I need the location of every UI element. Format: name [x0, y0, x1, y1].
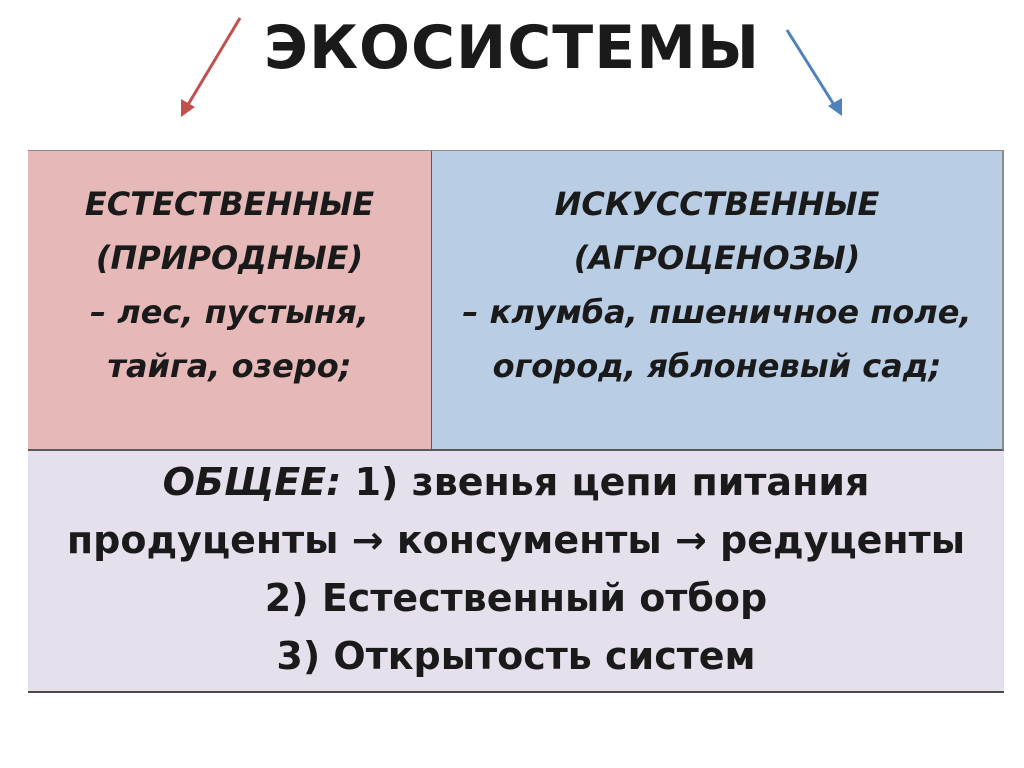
- artificial-subtitle: (АГРОЦЕНОЗЫ): [573, 239, 861, 277]
- left-arrow-icon: [181, 18, 240, 117]
- natural-ecosystems-cell: [28, 151, 432, 451]
- common-line4: 3) Открытость систем: [276, 634, 756, 678]
- natural-subtitle: (ПРИРОДНЫЕ): [95, 239, 364, 277]
- arrows: [0, 0, 1024, 140]
- natural-examples-line1: – лес, пустыня,: [90, 293, 369, 331]
- natural-examples-line2: тайга, озеро;: [107, 347, 352, 385]
- artificial-title: ИСКУССТВЕННЫЕ: [554, 185, 880, 223]
- natural-title: ЕСТЕСТВЕННЫЕ: [84, 185, 375, 223]
- artificial-examples-line1: – клумба, пшеничное поле,: [462, 293, 972, 331]
- common-line1-text: 1) звенья цепи питания: [341, 460, 870, 504]
- common-label: ОБЩЕЕ:: [162, 460, 342, 504]
- ecosystems-table: [28, 150, 1004, 693]
- artificial-ecosystems-cell: [432, 151, 1004, 451]
- common-line1: [163, 453, 870, 511]
- common-features-cell: [28, 451, 1004, 691]
- common-line3: 2) Естественный отбор: [264, 576, 768, 620]
- page-title: ЭКОСИСТЕМЫ: [263, 13, 761, 83]
- right-arrow-icon: [787, 30, 842, 116]
- artificial-examples-line2: огород, яблоневый сад;: [492, 347, 942, 385]
- common-line2: продуценты → консументы → редуценты: [66, 518, 966, 562]
